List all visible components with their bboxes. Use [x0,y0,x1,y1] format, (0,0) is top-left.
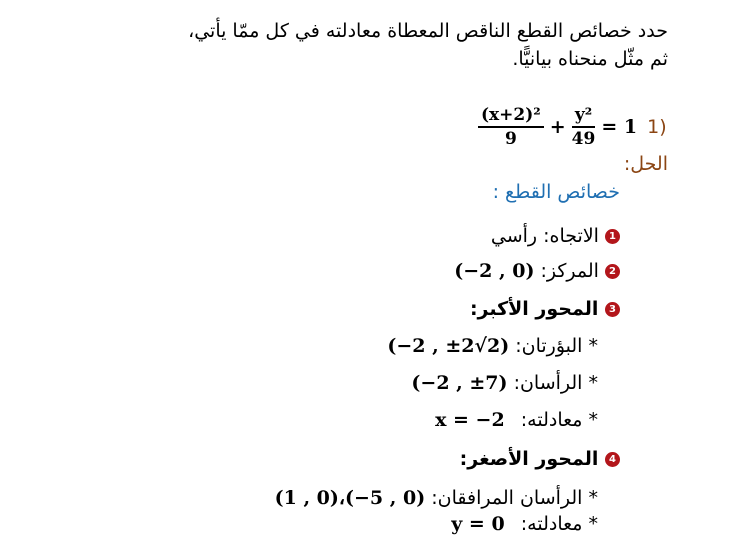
minor-equation-label: * معادلته: [520,513,598,535]
vertices-row [411,372,598,394]
foci-value: (−2 , ±2√2) [387,335,510,357]
problem-number: 1) [647,116,667,138]
vertices-label: * الرأسان: [513,372,598,394]
foci-label: * البؤرتان: [515,335,598,357]
major-axis-title: المحور الأكبر: [469,298,599,320]
major-axis-row [470,298,620,320]
instruction-line-2: ثم مثّل منحناه بيانيًّا. [512,48,668,70]
direction-label: الاتجاه: [543,225,599,247]
minor-axis-title: المحور الأصغر: [459,448,599,470]
fraction-1-denominator: 9 [504,129,517,149]
center-value: (−2 , 0) [454,260,535,282]
problem-equation [478,101,667,153]
center-label: المركز: [540,260,599,282]
minor-equation-value: y = 0 [451,513,505,535]
solution-label: الحل: [623,153,668,175]
major-equation-label: * معادلته: [520,409,598,431]
plus-sign: + [549,116,566,138]
bullet-4-icon: 4 [605,452,620,467]
vertices-value: (−2 , ±7) [411,372,508,394]
major-equation-value: x = −2 [435,409,505,431]
fraction-1 [478,104,544,150]
fraction-2-denominator: 49 [571,129,596,149]
instruction-line-1: حدد خصائص القطع الناقص المعطاة معادلته في كل ممّا يأتي، [188,20,668,42]
covertices-row [275,487,598,509]
covertices-value: (1 , 0)،(−5 , 0) [274,487,426,509]
bullet-2-icon: 2 [605,264,620,279]
fraction-2 [572,104,596,150]
covertices-label: * الرأسان المرافقان: [431,487,598,509]
major-equation-row [435,409,598,431]
properties-title: خصائص القطع : [492,181,620,203]
bullet-1-icon: 1 [605,229,620,244]
equation-rhs: = 1 [601,116,638,138]
minor-equation-row [451,513,598,535]
bullet-3-icon: 3 [605,302,620,317]
fraction-1-numerator: (x+2)² [478,104,544,128]
direction-value: رأسي [490,225,538,247]
center-row [454,260,620,282]
fraction-2-numerator: y² [572,104,596,128]
direction-row [491,225,620,247]
minor-axis-row [460,448,620,470]
foci-row [387,335,598,357]
